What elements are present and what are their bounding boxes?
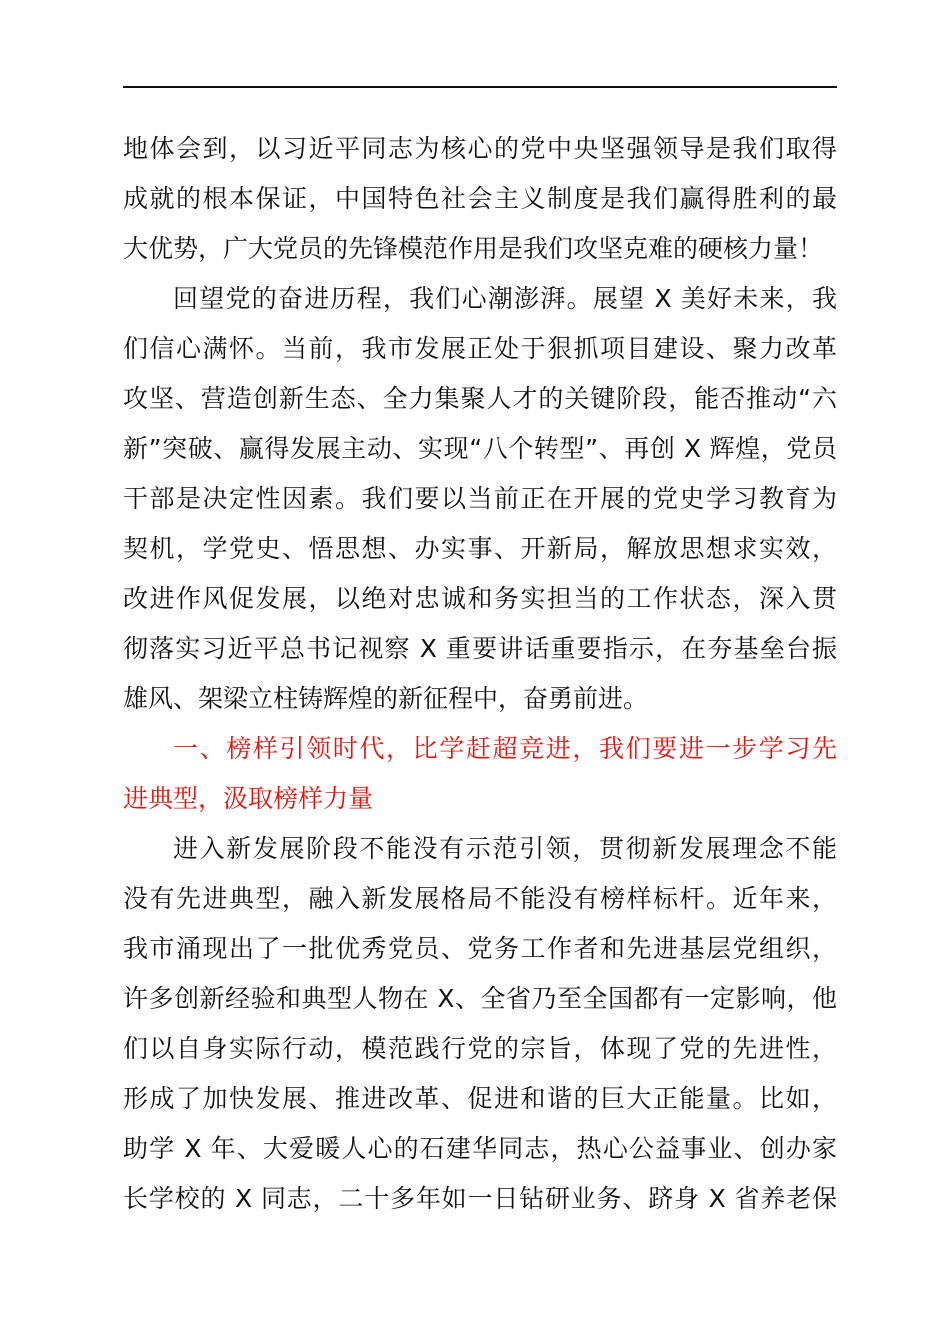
text-line: 改进作风促发展，以绝对忠诚和务实担当的工作状态，深入贯	[123, 584, 837, 613]
paragraph-2	[123, 274, 837, 724]
text-line: 彻落实习近平总书记视察 X 重要讲话重要指示，在夯基垒台振	[123, 634, 837, 663]
text-line: 长学校的 X 同志，二十多年如一日钻研业务、跻身 X 省养老保	[123, 1184, 837, 1213]
section-heading	[123, 724, 837, 824]
text-line: 干部是决定性因素。我们要以当前正在开展的党史学习教育为	[123, 484, 837, 513]
paragraph-1	[123, 124, 837, 274]
text-line: 形成了加快发展、推进改革、促进和谐的巨大正能量。比如，	[123, 1084, 837, 1113]
text-line: 大优势，广大党员的先锋模范作用是我们攻坚克难的硬核力量！	[123, 234, 824, 263]
text-line: 回望党的奋进历程，我们心潮澎湃。展望 X 美好未来，我	[173, 284, 837, 313]
heading-line: 一、榜样引领时代，比学赶超竞进，我们要进一步学习先	[173, 734, 837, 763]
text-line: 助学 X 年、大爱暖人心的石建华同志，热心公益事业、创办家	[123, 1134, 837, 1163]
text-line: 地体会到，以习近平同志为核心的党中央坚强领导是我们取得	[123, 134, 837, 163]
paragraph-3	[123, 824, 837, 1224]
text-line: 没有先进典型，融入新发展格局不能没有榜样标杆。近年来，	[123, 884, 837, 913]
text-line: 我市涌现出了一批优秀党员、党务工作者和先进基层党组织，	[123, 934, 837, 963]
text-line: 雄风、架梁立柱铸辉煌的新征程中，奋勇前进。	[123, 684, 649, 713]
header-rule	[123, 86, 837, 88]
text-line: 们以自身实际行动，模范践行党的宗旨，体现了党的先进性，	[123, 1034, 837, 1063]
document-body	[123, 124, 837, 1224]
text-line: 进入新发展阶段不能没有示范引领，贯彻新发展理念不能	[173, 834, 837, 863]
text-line: 成就的根本保证，中国特色社会主义制度是我们赢得胜利的最	[123, 184, 837, 213]
text-line: 们信心满怀。当前，我市发展正处于狠抓项目建设、聚力改革	[123, 334, 837, 363]
text-line: 契机，学党史、悟思想、办实事、开新局，解放思想求实效，	[123, 534, 837, 563]
text-line: 许多创新经验和典型人物在 X、全省乃至全国都有一定影响，他	[123, 984, 837, 1013]
text-line: 新”突破、赢得发展主动、实现“八个转型”、再创 X 辉煌，党员	[123, 434, 837, 463]
text-line: 攻坚、营造创新生态、全力集聚人才的关键阶段，能否推动“六	[123, 384, 837, 413]
heading-line: 进典型，汲取榜样力量	[123, 784, 374, 813]
